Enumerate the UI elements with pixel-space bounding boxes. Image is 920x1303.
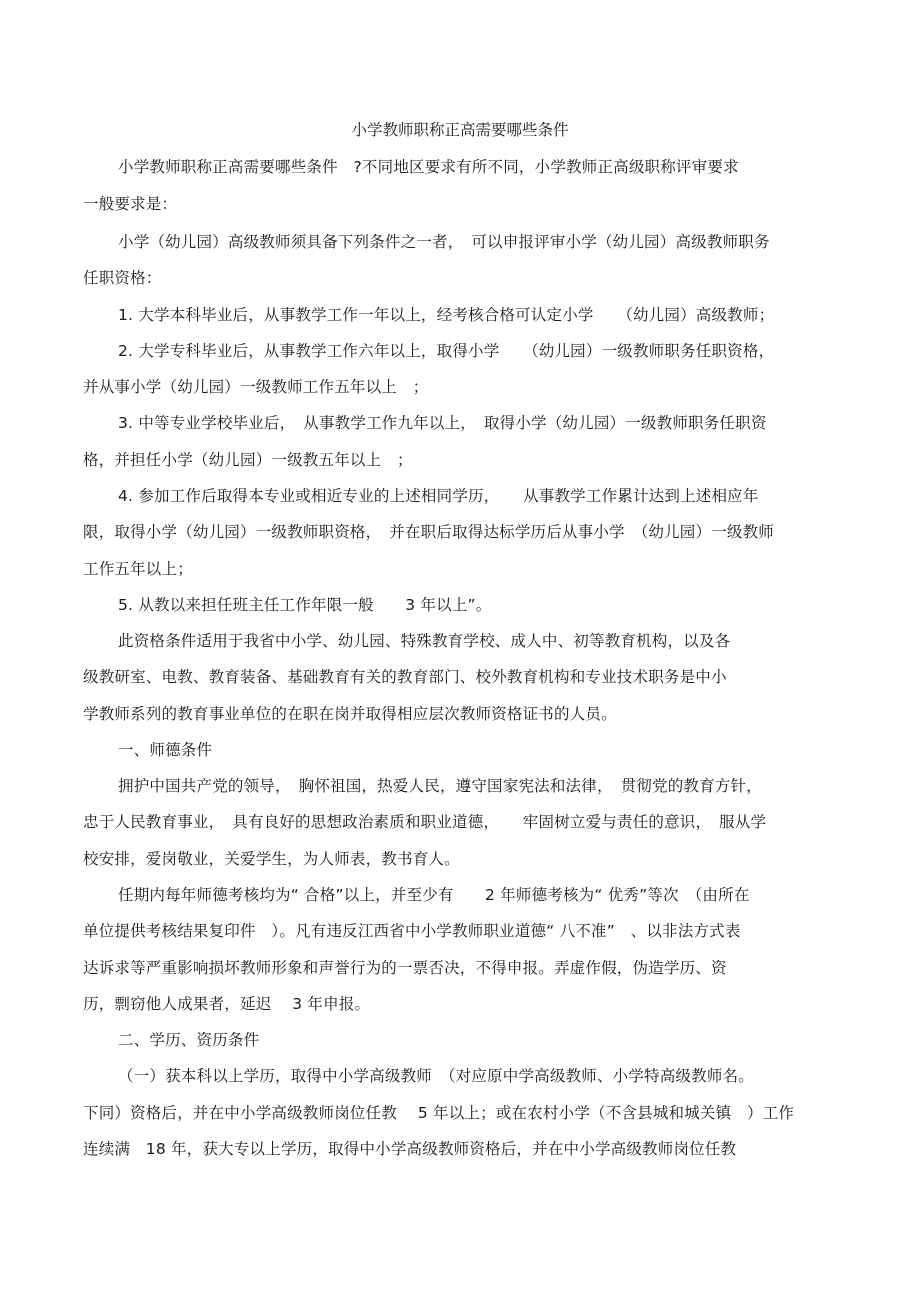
paragraph-line: 并从事小学（幼儿园）一级教师工作五年以上 ； [83, 378, 429, 396]
paragraph-line: 下同）资格后，并在中小学高级教师岗位任教 5 年以上；或在农村小学（不含县城和城关镇 ）工作 [83, 1104, 795, 1122]
paragraph-line: 拥护中国共产党的领导， 胸怀祖国，热爱人民，遵守国家宪法和法律， 贯彻党的教育方针， [118, 777, 762, 795]
list-item-4: 4. 参加工作后取得本专业或相近专业的上述相同学历， 从事教学工作累计达到上述相应年 [118, 487, 759, 505]
paragraph-line: 忠于人民教育事业， 具有良好的思想政治素质和职业道德， 牢固树立爱与责任的意识， 服从学 [83, 813, 767, 831]
paragraph-line: 任期内每年师德考核均为“ 合格”以上，并至少有 2 年师德考核为“ 优秀”等次 （由所在 [118, 886, 750, 904]
paragraph-line: 单位提供考核结果复印件 ）。凡有违反江西省中小学教师职业道德“ 八不准” 、以非法方式表 [83, 922, 741, 940]
paragraph-line: 小学教师职称正高需要哪些条件 ?不同地区要求有所不同，小学教师正高级职称评审要求 [118, 158, 739, 176]
paragraph-line: 小学（幼儿园）高级教师须具备下列条件之一者， 可以申报评审小学（幼儿园）高级教师职务 [118, 233, 770, 251]
paragraph-line: 格，并担任小学（幼儿园）一级教五年以上 ； [83, 451, 413, 469]
section-heading: 二、学历、资历条件 [118, 1031, 260, 1049]
paragraph-line: 限，取得小学（幼儿园）一级教师职资格， 并在职后取得达标学历后从事小学 （幼儿园）一级教师 [83, 523, 775, 541]
paragraph-line: 校安排，爱岗敬业，关爱学生，为人师表，教书育人。 [83, 850, 460, 868]
paragraph-line: 任职资格： [83, 269, 162, 287]
document-title: 小学教师职称正高需要哪些条件 [351, 121, 569, 139]
paragraph-line: 工作五年以上； [83, 560, 193, 578]
paragraph-line: 一般要求是： [83, 195, 178, 213]
paragraph-line: 学教师系列的教育事业单位的在职在岗并取得相应层次教师资格证书的人员。 [83, 705, 617, 723]
paragraph-line: 此资格条件适用于我省中小学、幼儿园、特殊教育学校、成人中、初等教育机构，以及各 [118, 632, 731, 650]
paragraph-line: 连续满 18 年，获大专以上学历，取得中小学高级教师资格后，并在中小学高级教师岗位任教 [83, 1140, 737, 1158]
paragraph-line: 历，剽窃他人成果者，延迟 3 年申报。 [83, 995, 371, 1013]
list-item-1: 1. 大学本科毕业后，从事教学工作一年以上，经考核合格可认定小学 （幼儿园）高级教师； [118, 306, 775, 324]
paragraph-line: 达诉求等严重影响损坏教师形象和声誉行为的一票否决，不得申报。弄虚作假，伪造学历、资 [83, 959, 727, 977]
list-item-3: 3. 中等专业学校毕业后， 从事教学工作九年以上， 取得小学（幼儿园）一级教师职务任职资 [118, 414, 767, 432]
paragraph-line: 级教研室、电教、教育装备、基础教育有关的教育部门、校外教育机构和专业技术职务是中小 [83, 668, 727, 686]
section-heading: 一、师德条件 [118, 741, 213, 759]
paragraph-line: （一）获本科以上学历，取得中小学高级教师 （对应原中学高级教师、小学特高级教师名。 [118, 1067, 754, 1085]
list-item-2: 2. 大学专科毕业后，从事教学工作六年以上，取得小学 （幼儿园）一级教师职务任职资格， [118, 342, 775, 360]
list-item-5: 5. 从教以来担任班主任工作年限一般 3 年以上”。 [118, 596, 492, 614]
